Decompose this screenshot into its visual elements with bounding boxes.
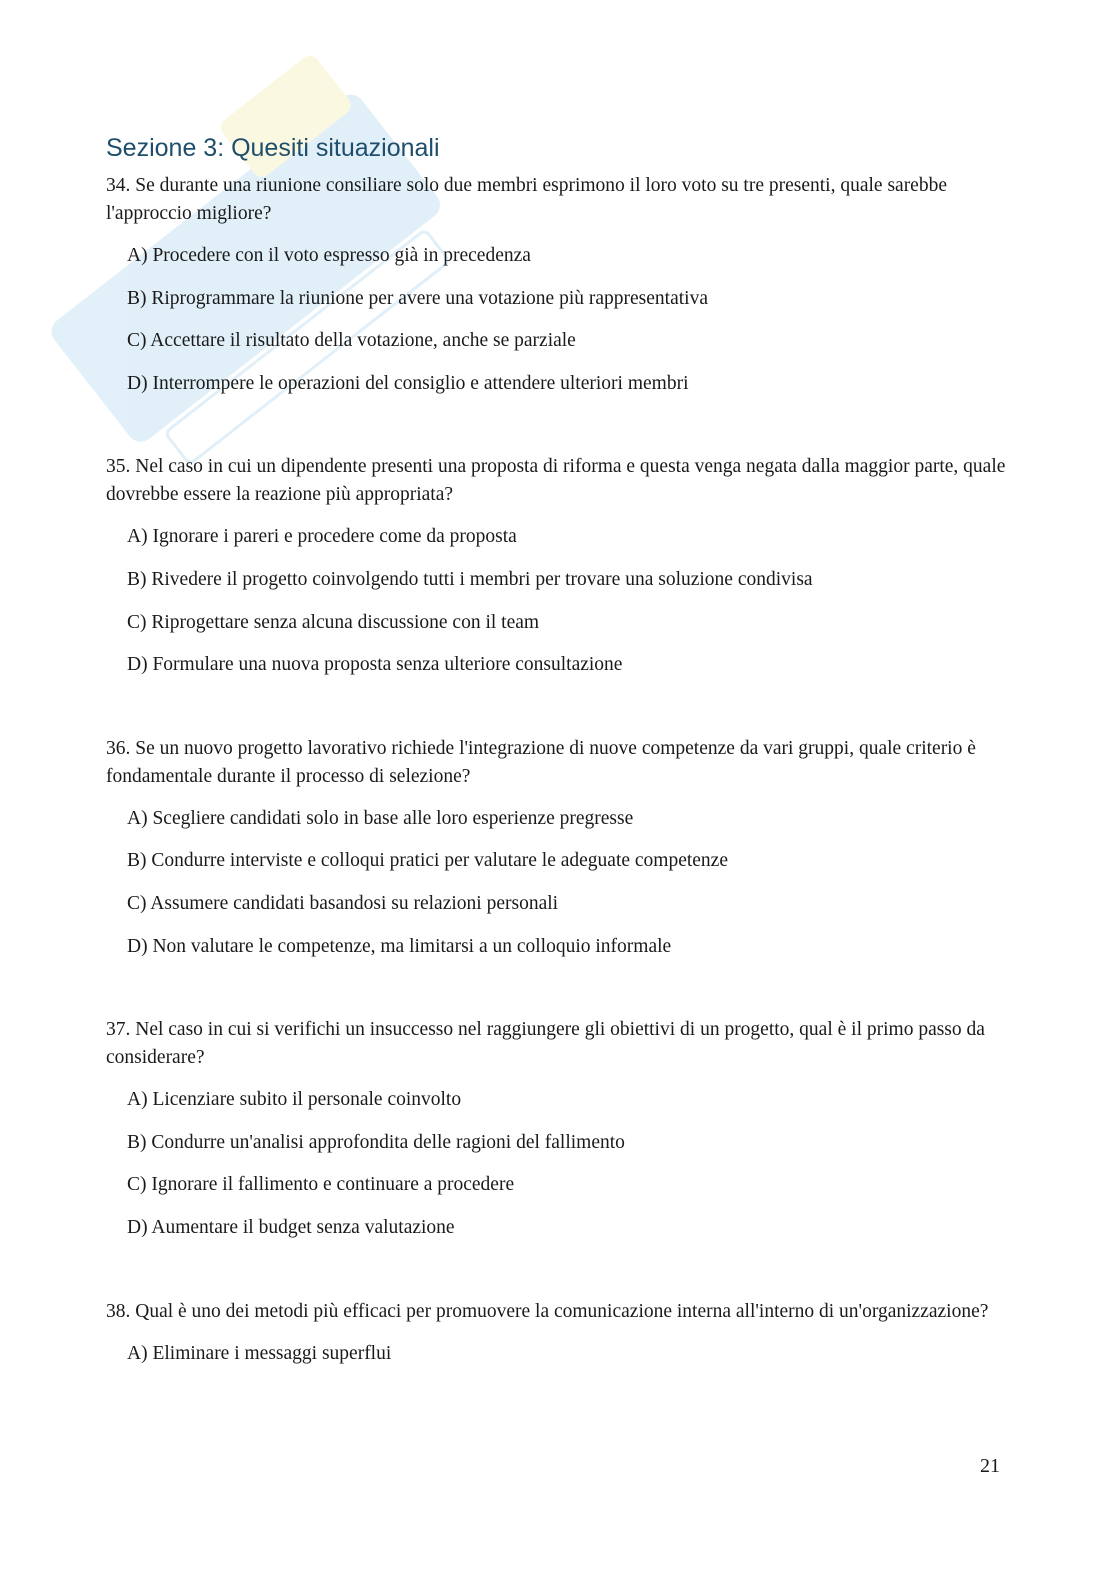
option-d: D) Non valutare le competenze, ma limitarsi a un colloquio informale [127, 935, 672, 957]
question-text: 38. Qual è uno dei metodi più efficaci per promuovere la comunicazione interna all'interno di un'organizzazione? [106, 1300, 989, 1322]
option-d: D) Formulare una nuova proposta senza ulteriore consultazione [127, 654, 623, 676]
question-37 [106, 1016, 1006, 1242]
option-a: A) Scegliere candidati solo in base alle loro esperienze pregresse [127, 807, 634, 829]
page-number: 21 [980, 1455, 1000, 1477]
option-a: A) Ignorare i pareri e procedere come da proposta [127, 526, 517, 548]
option-a: A) Eliminare i messaggi superflui [127, 1342, 392, 1364]
option-a: A) Licenziare subito il personale coinvolto [127, 1089, 462, 1111]
section-title: Sezione 3: Quesiti situazionali [106, 134, 440, 162]
option-c: C) Riprogettare senza alcuna discussione con il team [127, 611, 540, 633]
option-b: B) Condurre interviste e colloqui pratici per valutare le adeguate competenze [127, 850, 728, 872]
option-b: B) Condurre un'analisi approfondita delle ragioni del fallimento [127, 1131, 625, 1153]
option-c: C) Accettare il risultato della votazione, anche se parziale [127, 330, 576, 352]
answer-options [106, 523, 1006, 679]
question-text: 37. Nel caso in cui si verifichi un insuccesso nel raggiungere gli obiettivi di un progetto, qual è il primo passo da considerare? [106, 1019, 985, 1069]
question-text: 36. Se un nuovo progetto lavorativo richiede l'integrazione di nuove competenze da vari gruppi, quale criterio è fondamentale durante il processo di selezione? [106, 737, 976, 787]
question-34 [106, 172, 1006, 398]
page-content [106, 130, 1006, 1382]
question-38 [106, 1298, 1006, 1368]
answer-options [106, 1340, 1006, 1368]
option-a: A) Procedere con il voto espresso già in precedenza [127, 245, 531, 266]
answer-options [106, 1086, 1006, 1242]
option-c: C) Ignorare il fallimento e continuare a procedere [127, 1174, 515, 1196]
question-36 [106, 735, 1006, 961]
answer-options [106, 242, 1006, 398]
question-text: 35. Nel caso in cui un dipendente presenti una proposta di riforma e questa venga negata dalla maggior parte, quale dovrebbe essere la reazione più appropriata? [106, 456, 1006, 506]
option-b: B) Rivedere il progetto coinvolgendo tutti i membri per trovare una soluzione condivisa [127, 568, 813, 590]
option-b: B) Riprogrammare la riunione per avere una votazione più rappresentativa [127, 287, 708, 309]
question-text: 34. Se durante una riunione consiliare solo due membri esprimono il loro voto su tre presenti, quale sarebbe l'approccio migliore? [106, 175, 947, 224]
answer-options [106, 805, 1006, 961]
option-d: D) Aumentare il budget senza valutazione [127, 1216, 455, 1238]
option-c: C) Assumere candidati basandosi su relazioni personali [127, 892, 559, 914]
option-d: D) Interrompere le operazioni del consiglio e attendere ulteriori membri [127, 372, 689, 394]
question-35 [106, 453, 1006, 679]
